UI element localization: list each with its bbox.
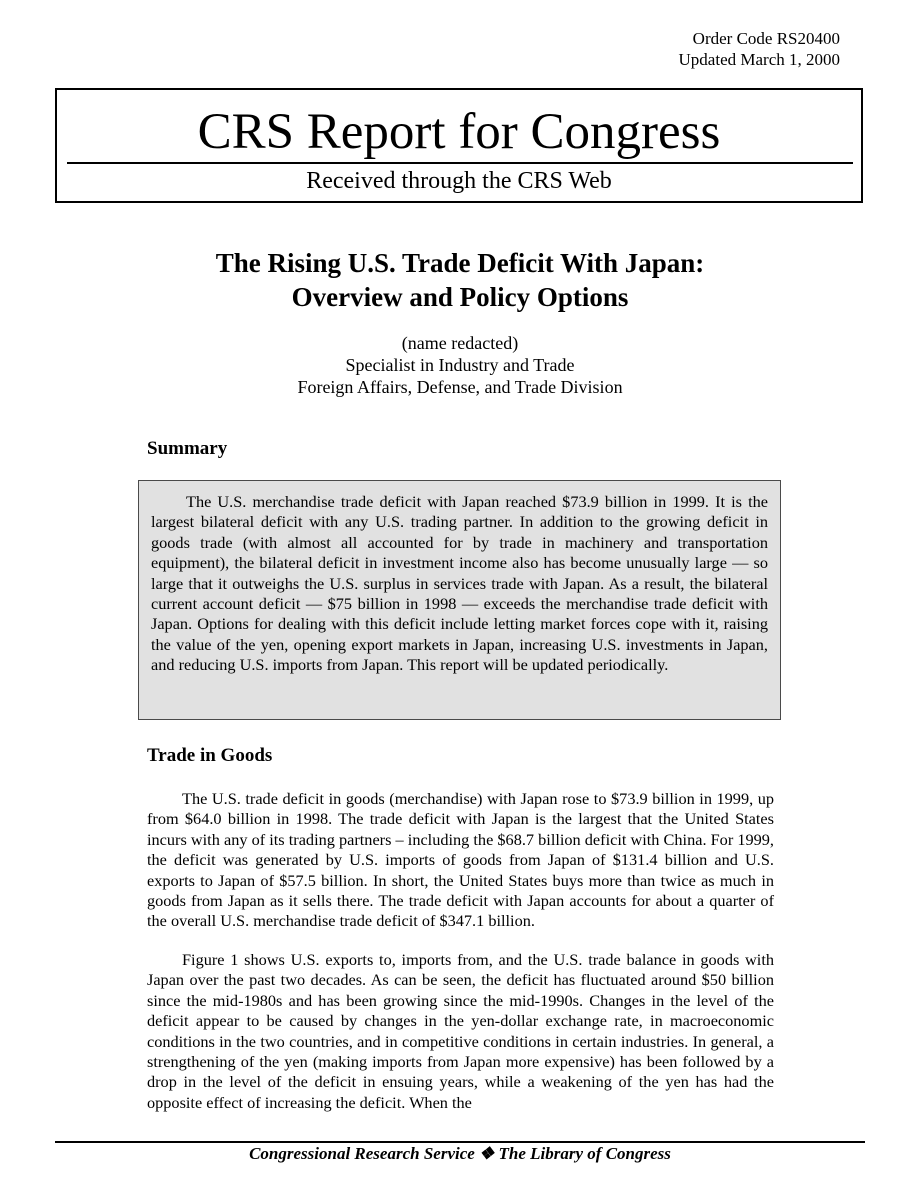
banner-divider (67, 162, 853, 164)
document-title-line2: Overview and Policy Options (291, 282, 629, 312)
author-block (0, 332, 920, 398)
author-division: Foreign Affairs, Defense, and Trade Division (297, 377, 623, 397)
crs-banner (55, 88, 863, 203)
footer-text: Congressional Research Service ❖ The Library of Congress (249, 1144, 671, 1163)
order-code-block (679, 28, 840, 70)
banner-title: CRS Report for Congress (197, 104, 721, 160)
trade-paragraph-2: Figure 1 shows U.S. exports to, imports from, and the U.S. trade balance in goods with Japan over the past two decades. As can be seen, the deficit has fluctuated around $50 billion since the mid-1980s and has been growing since the mid-1990s. Changes in the level of the deficit appear to be caused by changes in the yen-dollar exchange rate, in macroeconomic conditions in the two countries, and in competitive conditions in certain industries. In general, a strengthening of the yen (making imports from Japan more expensive) has been followed by a drop in the level of the deficit in ensuing years, while a weakening of the yen has had the opposite effect of increasing the deficit. When the (147, 950, 774, 1112)
trade-paragraph-1: The U.S. trade deficit in goods (merchandise) with Japan rose to $73.9 billion in 1999, up from $64.0 billion in 1998. The trade deficit with Japan is the largest that the United States incurs with any of its trading partners – including the $68.7 billion deficit with China. For 1999, the deficit was generated by U.S. imports of goods from Japan of $131.4 billion and U.S. exports to Japan of $57.5 billion. In short, the United States buys more than twice as much in goods from Japan as it sells there. The trade deficit with Japan accounts for about a quarter of the overall U.S. merchandise trade deficit of $347.1 billion. (147, 789, 774, 931)
banner-subtitle: Received through the CRS Web (306, 168, 612, 194)
summary-heading: Summary (147, 438, 228, 459)
author-role: Specialist in Industry and Trade (345, 355, 575, 375)
document-title (0, 246, 920, 314)
summary-text: The U.S. merchandise trade deficit with Japan reached $73.9 billion in 1999. It is the largest bilateral deficit with any U.S. trading partner. In addition to the growing deficit in goods trade (with almost all accounted for by trade in machinery and transportation equipment), the bilateral deficit in investment income also has become unusually large — so large that it outweighs the U.S. surplus in services trade with Japan. As a result, the bilateral current account deficit — $75 billion in 1998 — exceeds the merchandise trade deficit with Japan. Options for dealing with this deficit include letting market forces cope with it, raising the value of the yen, opening export markets in Japan, increasing U.S. investments in Japan, and reducing U.S. imports from Japan. This report will be updated periodically. (151, 492, 768, 675)
trade-in-goods-heading: Trade in Goods (147, 745, 273, 766)
document-title-line1: The Rising U.S. Trade Deficit With Japan: (215, 248, 705, 278)
order-code: Order Code RS20400 (692, 29, 840, 48)
updated-date: Updated March 1, 2000 (678, 50, 840, 69)
author-name: (name redacted) (401, 333, 519, 353)
summary-box (138, 480, 781, 720)
